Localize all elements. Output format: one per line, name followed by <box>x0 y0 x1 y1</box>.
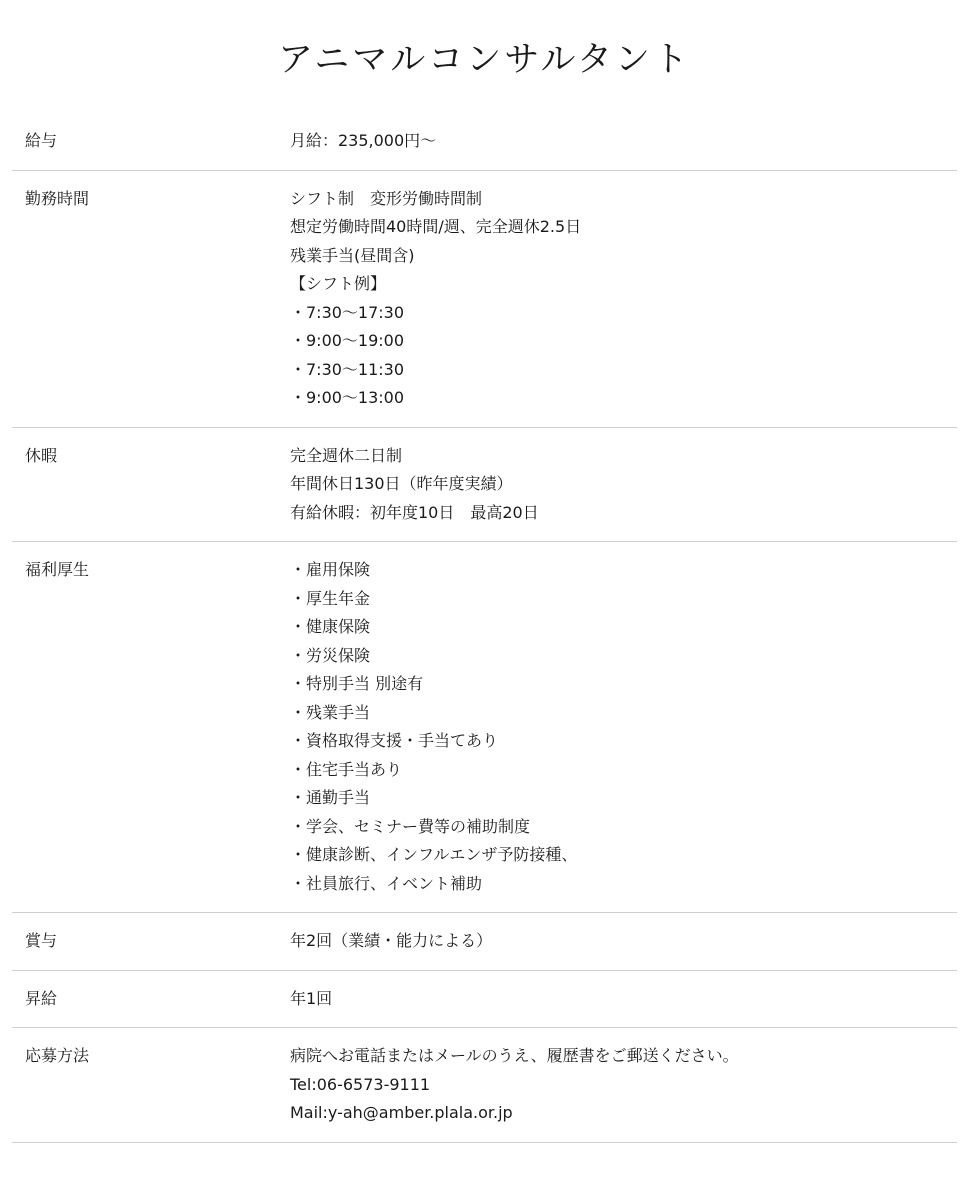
value-line: ・健康保険 <box>290 617 371 636</box>
row-value <box>290 985 957 1014</box>
value-line: ・9:00〜13:00 <box>290 388 405 407</box>
row-raise <box>12 971 957 1029</box>
value-line: ・健康診断、インフルエンザ予防接種、 <box>290 845 578 864</box>
value-line: ・労災保険 <box>290 645 371 665</box>
row-label: 休暇 <box>25 445 58 465</box>
page-title: アニマルコンサルタント <box>277 40 692 80</box>
row-application <box>12 1028 957 1143</box>
row-label: 応募方法 <box>25 1046 90 1065</box>
row-value <box>290 556 957 898</box>
row-working-hours <box>12 171 957 428</box>
row-benefits <box>12 542 957 913</box>
value-line: ・残業手当 <box>290 702 371 722</box>
value-line: ・7:30〜11:30 <box>290 359 405 379</box>
row-value <box>290 127 957 156</box>
row-value <box>290 927 957 956</box>
row-label: 賞与 <box>25 931 58 950</box>
row-value <box>290 1042 957 1128</box>
value-line: 病院へお電話またはメールのうえ、履歴書をご郵送ください。 <box>290 1046 739 1065</box>
value-line: ・社員旅行、イベント補助 <box>290 873 483 893</box>
value-line: 有給休暇：初年度10日 最高20日 <box>290 502 539 522</box>
job-details-table <box>12 113 957 1143</box>
row-holidays <box>12 428 957 543</box>
row-value <box>290 442 957 528</box>
value-line: 残業手当(昼間含) <box>290 245 415 265</box>
row-value <box>290 185 957 413</box>
value-line: 年間休日130日（昨年度実績） <box>290 474 513 493</box>
row-label: 給与 <box>25 131 58 150</box>
row-bonus <box>12 913 957 971</box>
value-line: 完全週休二日制 <box>290 445 403 465</box>
value-line: ・学会、セミナー費等の補助制度 <box>290 816 531 836</box>
value-line: ・9:00〜19:00 <box>290 331 405 350</box>
value-line: ・厚生年金 <box>290 588 371 608</box>
value-line: 想定労働時間40時間/週、完全週休2.5日 <box>290 217 582 236</box>
email-address[interactable]: Mail:y-ah@amber.plala.or.jp <box>290 1103 513 1122</box>
value-line: ・特別手当 別途有 <box>290 674 424 693</box>
value-line: ・雇用保険 <box>290 560 371 579</box>
value-line: ・7:30〜17:30 <box>290 302 405 322</box>
value-line: 月給：235,000円〜 <box>290 131 437 150</box>
row-label: 勤務時間 <box>25 188 90 208</box>
value-line: ・住宅手当あり <box>290 759 403 779</box>
value-line: 【シフト例】 <box>290 274 387 293</box>
value-line: ・通勤手当 <box>290 788 371 807</box>
row-label: 福利厚生 <box>25 560 90 579</box>
row-salary <box>12 113 957 171</box>
row-label: 昇給 <box>25 988 58 1008</box>
value-line: 年2回（業績・能力による） <box>290 931 493 950</box>
phone-number[interactable]: Tel:06-6573-9111 <box>290 1074 431 1094</box>
value-line: ・資格取得支援・手当てあり <box>290 731 499 750</box>
value-line: 年1回 <box>290 988 333 1008</box>
value-line: シフト制 変形労働時間制 <box>290 188 483 208</box>
